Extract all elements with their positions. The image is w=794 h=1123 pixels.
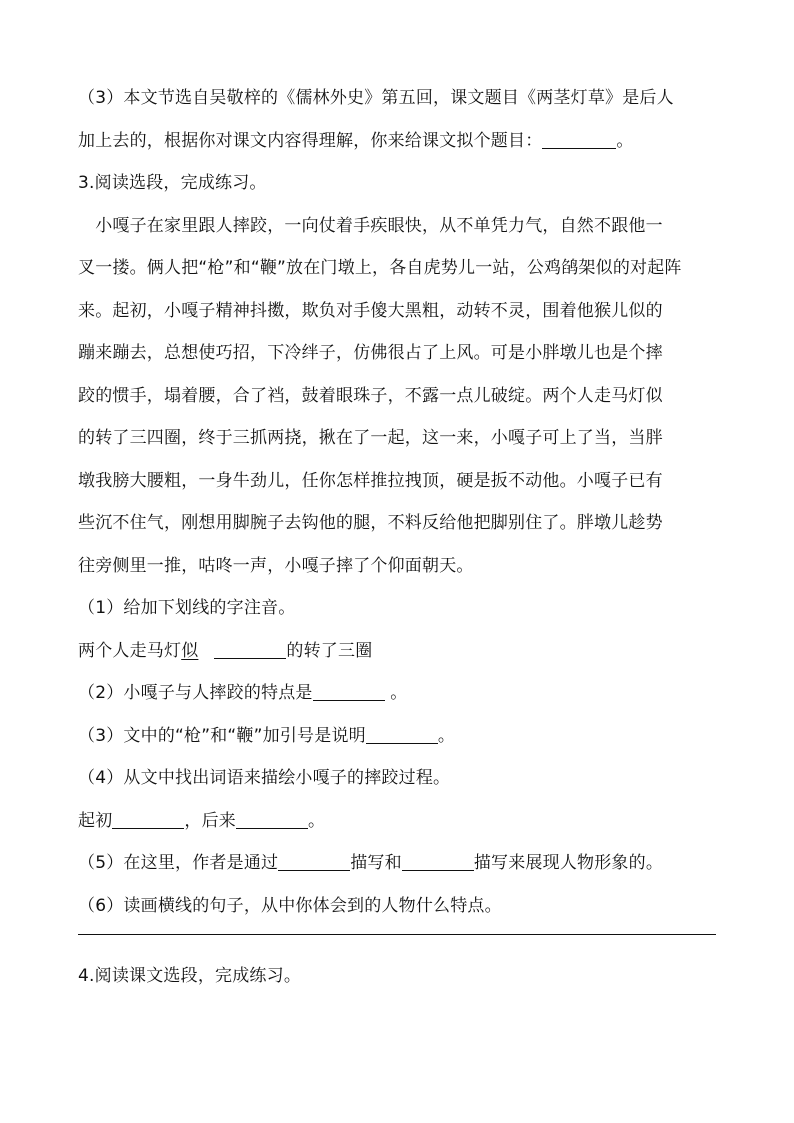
passage-line-4: 蹦来蹦去，总想使巧招，下冷绊子，仿佛很占了上风。可是小胖墩儿也是个摔	[78, 343, 663, 363]
q3-part3-end: 。	[437, 726, 456, 746]
q3-part3-text: （3）文中的“枪”和“鞭”加引号是说明	[78, 726, 366, 746]
passage-line-5: 跤的惯手，塌着腰，合了裆，鼓着眼珠子，不露一点儿破绽。两个人走马灯似	[78, 386, 663, 406]
q3-heading: 3.阅读选段，完成练习。	[78, 173, 267, 193]
q3-part2	[78, 681, 407, 705]
q3-part4-label: （4）从文中找出词语来描绘小嘎子的摔跤过程。	[78, 768, 451, 788]
period: 。	[616, 131, 634, 151]
q3-part6-label: （6）读画横线的句子，从中你体会到的人物什么特点。	[78, 896, 502, 916]
sentence-before: 两个人走马灯	[78, 641, 182, 661]
q3-part2-end: 。	[384, 683, 408, 703]
passage-line-2: 叉一搂。俩人把“枪”和“鞭”放在门墩上，各自虎势儿一站，公鸡鹐架似的对起阵	[78, 258, 682, 278]
q4-heading: 4.阅读课文选段，完成练习。	[78, 966, 302, 986]
q2-part3-line1: （3）本文节选自吴敬梓的《儒林外史》第五回，课文题目《两茎灯草》是后人	[78, 88, 674, 108]
answer-blank[interactable]	[112, 810, 184, 829]
answer-blank[interactable]	[278, 852, 350, 871]
q2-part3-line2	[78, 129, 634, 153]
q3-part5-end: 描写来展现人物形象的。	[473, 853, 664, 873]
passage-line-6: 的转了三四圈，终于三抓两挠，揪在了一起，这一来，小嘎子可上了当，当胖	[78, 428, 663, 448]
q3-part4-part2: ，后来	[184, 811, 237, 831]
q3-part3	[78, 724, 455, 748]
passage-line-3: 来。起初，小嘎子精神抖擞，欺负对手傻大黑粗，动转不灵，围着他猴儿似的	[78, 301, 663, 321]
passage-line-9: 往旁侧里一推，咕咚一声，小嘎子摔了个仰面朝天。	[78, 556, 474, 576]
q3-part2-text: （2）小嘎子与人摔跤的特点是	[78, 683, 313, 703]
q2-part3-line2-text: 加上去的，根据你对课文内容得理解，你来给课文拟个题目：	[78, 131, 543, 151]
passage-line-7: 墩我膀大腰粗，一身牛劲儿，任你怎样推拉拽顶，硬是扳不动他。小嘎子已有	[78, 471, 663, 491]
answer-blank[interactable]	[402, 852, 474, 871]
answer-blank[interactable]	[214, 640, 286, 659]
q3-part4-answer	[78, 809, 325, 833]
q3-part5-text: （5）在这里，作者是通过	[78, 853, 279, 873]
q3-part5-mid: 描写和	[350, 853, 402, 873]
underlined-char: 似	[181, 641, 199, 661]
q3-part5	[78, 851, 663, 875]
passage-line-8: 些沉不住气，刚想用脚腕子去钩他的腿，不料反给他把脚别住了。胖墩儿趁势	[78, 513, 663, 533]
sentence-after: 的转了三圈	[286, 641, 373, 661]
q3-part4-end: 。	[308, 811, 326, 831]
q3-part1-label: （1）给加下划线的字注音。	[78, 598, 296, 618]
answer-blank[interactable]	[236, 810, 308, 829]
passage-line-1: 小嘎子在家里跟人摔跤，一向仗着手疾眼快，从不单凭力气，自然不跟他一	[78, 216, 663, 236]
q3-part1-sentence	[78, 639, 372, 663]
answer-blank[interactable]	[542, 130, 616, 149]
answer-line[interactable]	[78, 934, 716, 935]
answer-blank[interactable]	[366, 725, 438, 744]
answer-blank[interactable]	[313, 682, 385, 701]
q3-part4-part1: 起初	[78, 811, 113, 831]
